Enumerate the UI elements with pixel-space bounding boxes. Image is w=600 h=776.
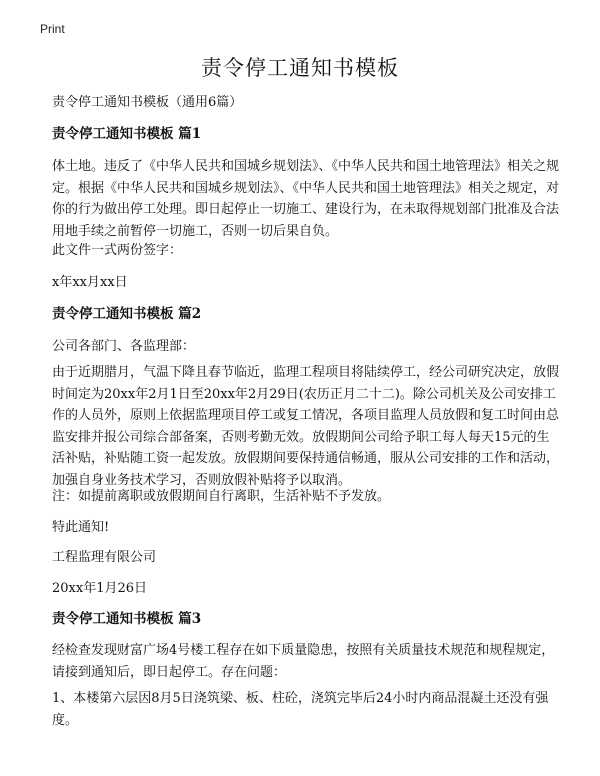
print-link[interactable]: Print [40,22,65,36]
section-heading-1: 责令停工通知书模板 篇1 [52,126,202,142]
section-1-date: x年xx月xx日 [52,275,128,290]
section-2-paragraph-body: 由于近期腊月，气温下降且春节临近，监理工程项目将陆续停工，经公司研究决定，放假时间定为20xx年2月1日至20xx年2月29日(农历正月二十二)。除公司机关及公司安排工作的人员外，原则上依据监理项目停工或复工情况，各项目监理人员放假和复工时间由总监安排并报公司综合部备案，否则考勤无效。放假期间公司给予职工每人每天15元的生活补贴，补贴随工资一起发放。放假期间要保持通信畅通，服从公司安排的工作和活动，加强自身业务技术学习，否则放假补贴将予以取消。 [52,365,560,488]
section-2-note: 注：如提前离职或放假期间自行离职，生活补贴不予发放。 [52,489,391,504]
section-heading-3: 责令停工通知书模板 篇3 [52,611,202,627]
section-3-paragraph-2: 1、本楼第六层因8月5日浇筑梁、板、柱砼，浇筑完毕后24小时内商品混凝土还没有强度。 [52,691,549,728]
section-2-salutation: 公司各部门、各监理部： [52,339,196,354]
section-heading-2: 责令停工通知书模板 篇2 [52,306,202,322]
document-subtitle: 责令停工通知书模板（通用6篇） [52,95,243,110]
section-2-company: 工程监理有限公司 [52,550,157,565]
section-3-paragraph-1: 经检查发现财富广场4号楼工程存在如下质量隐患，按照有关质量技术规范和规程规定，请接到通知后，即日起停工。存在问题： [52,643,555,680]
section-1-paragraph-2: 此文件一式两份签字： [52,243,183,258]
document-title: 责令停工通知书模板 [201,56,399,80]
section-1-paragraph-1: 体土地。违反了《中华人民共和国城乡规划法》、《中华人民共和国土地管理法》相关之规定。根据《中华人民共和国城乡规划法》、《中华人民共和国土地管理法》相关之规定，对你的行为做出停工处理。即日起停止一切施工、建设行为，在未取得规划部门批准及合法用地手续之前暂停一切施工，否则一切后果自负。 [52,159,560,239]
section-2-date: 20xx年1月26日 [52,581,148,596]
section-2-notice: 特此通知! [52,520,110,535]
